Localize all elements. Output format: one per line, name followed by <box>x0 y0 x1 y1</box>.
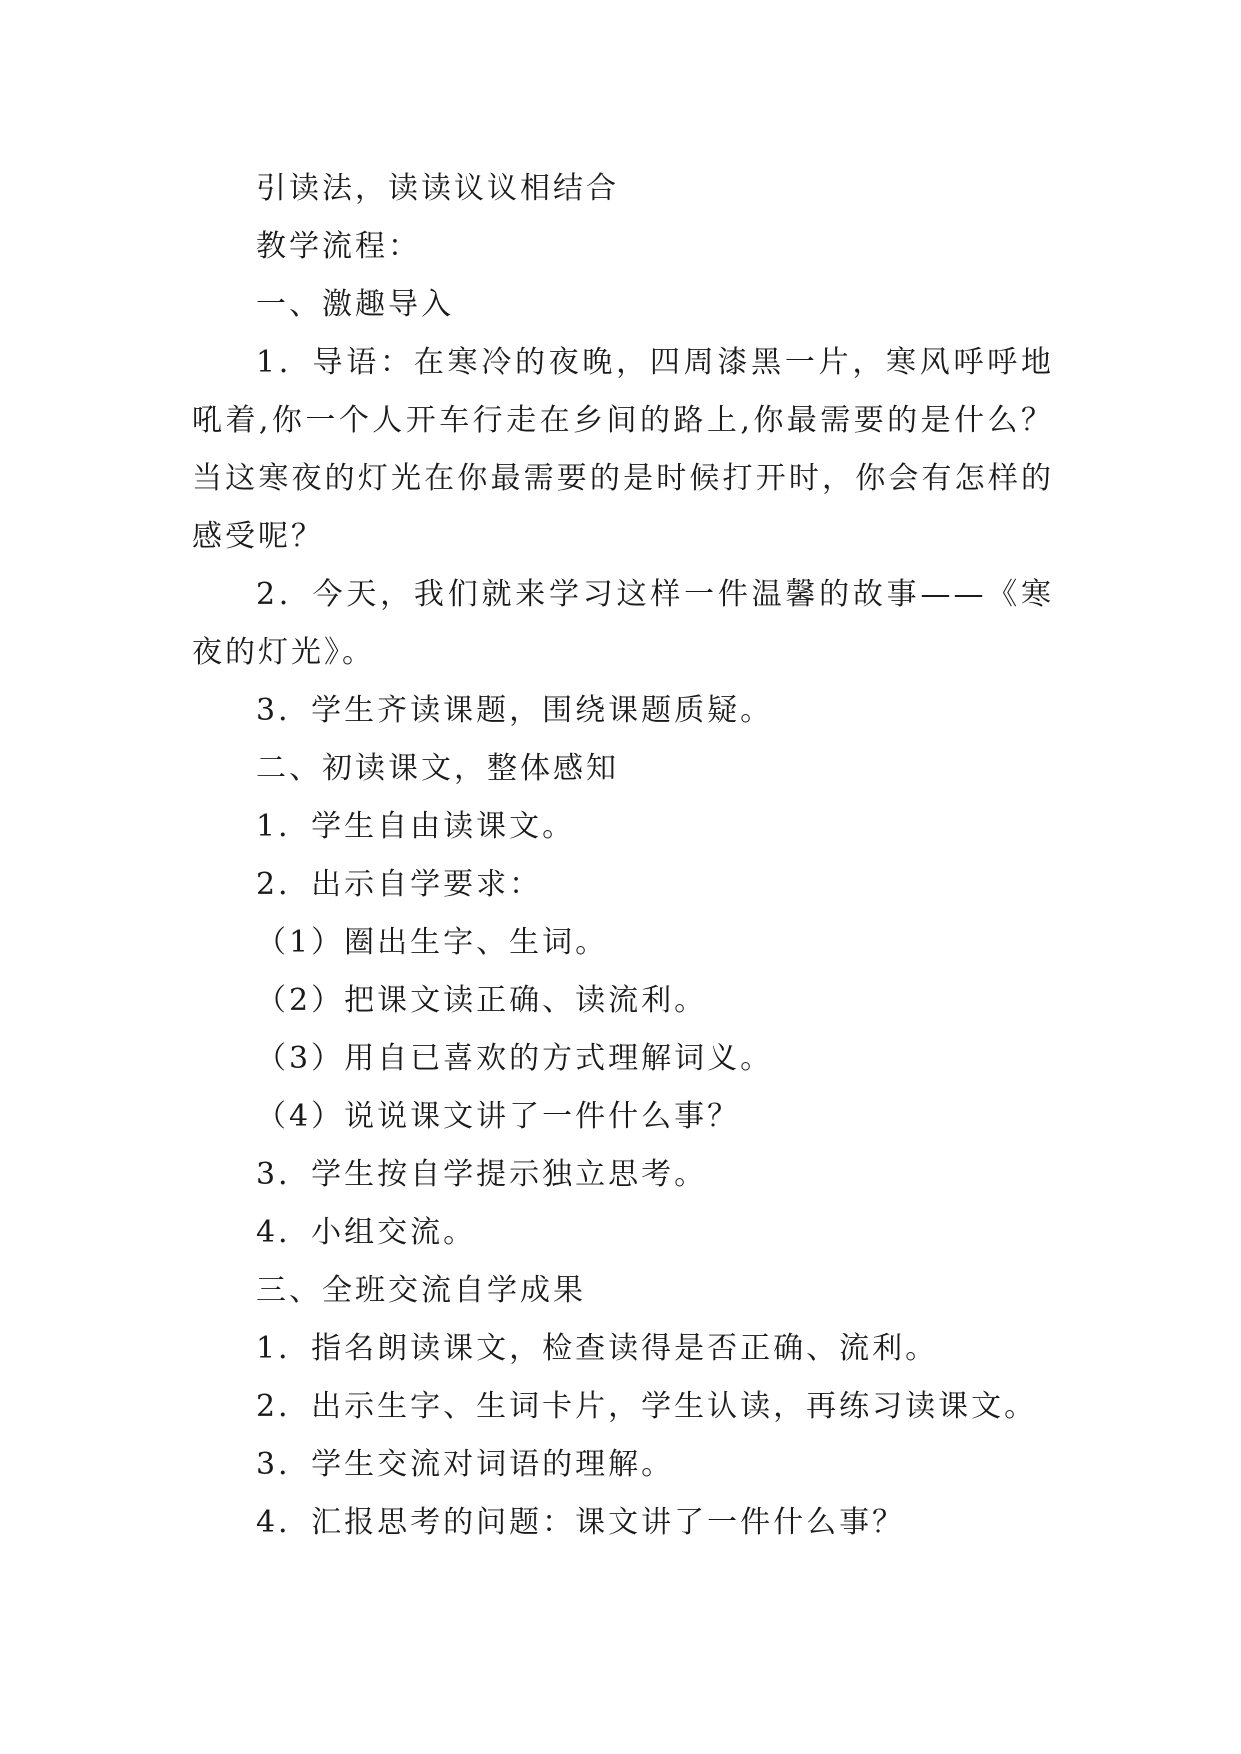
list-item: 2．出示自学要求： <box>256 867 543 902</box>
list-item: 1．指名朗读课文，检查读得是否正确、流利。 <box>256 1331 939 1366</box>
section-heading-1: 一、激趣导入 <box>256 287 454 322</box>
list-item: 3．学生按自学提示独立思考。 <box>256 1157 708 1192</box>
sub-list-item: （1）圈出生字、生词。 <box>256 925 609 960</box>
list-item: 4．小组交流。 <box>256 1215 477 1250</box>
process-heading: 教学流程： <box>256 229 421 264</box>
section-heading-2: 二、初读课文，整体感知 <box>256 751 619 786</box>
list-item: 4．汇报思考的问题：课文讲了一件什么事？ <box>256 1505 906 1540</box>
sub-list-item: （3）用自已喜欢的方式理解词义。 <box>256 1041 774 1076</box>
method-line: 引读法，读读议议相结合 <box>256 171 619 206</box>
list-item: 2．出示生字、生词卡片，学生认读，再练习读课文。 <box>256 1389 1038 1424</box>
sub-list-item: （2）把课文读正确、读流利。 <box>256 983 708 1018</box>
paragraph-today: 2．今天，我们就来学习这样一件温馨的故事——《寒夜的灯光》。 <box>192 577 1054 670</box>
list-item: 3．学生齐读课题，围绕课题质疑。 <box>256 693 774 728</box>
sub-list-item: （4）说说课文讲了一件什么事？ <box>256 1099 741 1134</box>
paragraph-intro: 1．导语：在寒冷的夜晚，四周漆黑一片，寒风呼呼地吼着,你一个人开车行走在乡间的路上,你最需要的是什么？当这寒夜的灯光在你最需要的是时候打开时，你会有怎样的感受呢？ <box>192 345 1054 554</box>
document-body <box>192 160 1054 1552</box>
list-item: 1．学生自由读课文。 <box>256 809 576 844</box>
section-heading-3: 三、全班交流自学成果 <box>256 1273 586 1308</box>
list-item: 3．学生交流对词语的理解。 <box>256 1447 675 1482</box>
